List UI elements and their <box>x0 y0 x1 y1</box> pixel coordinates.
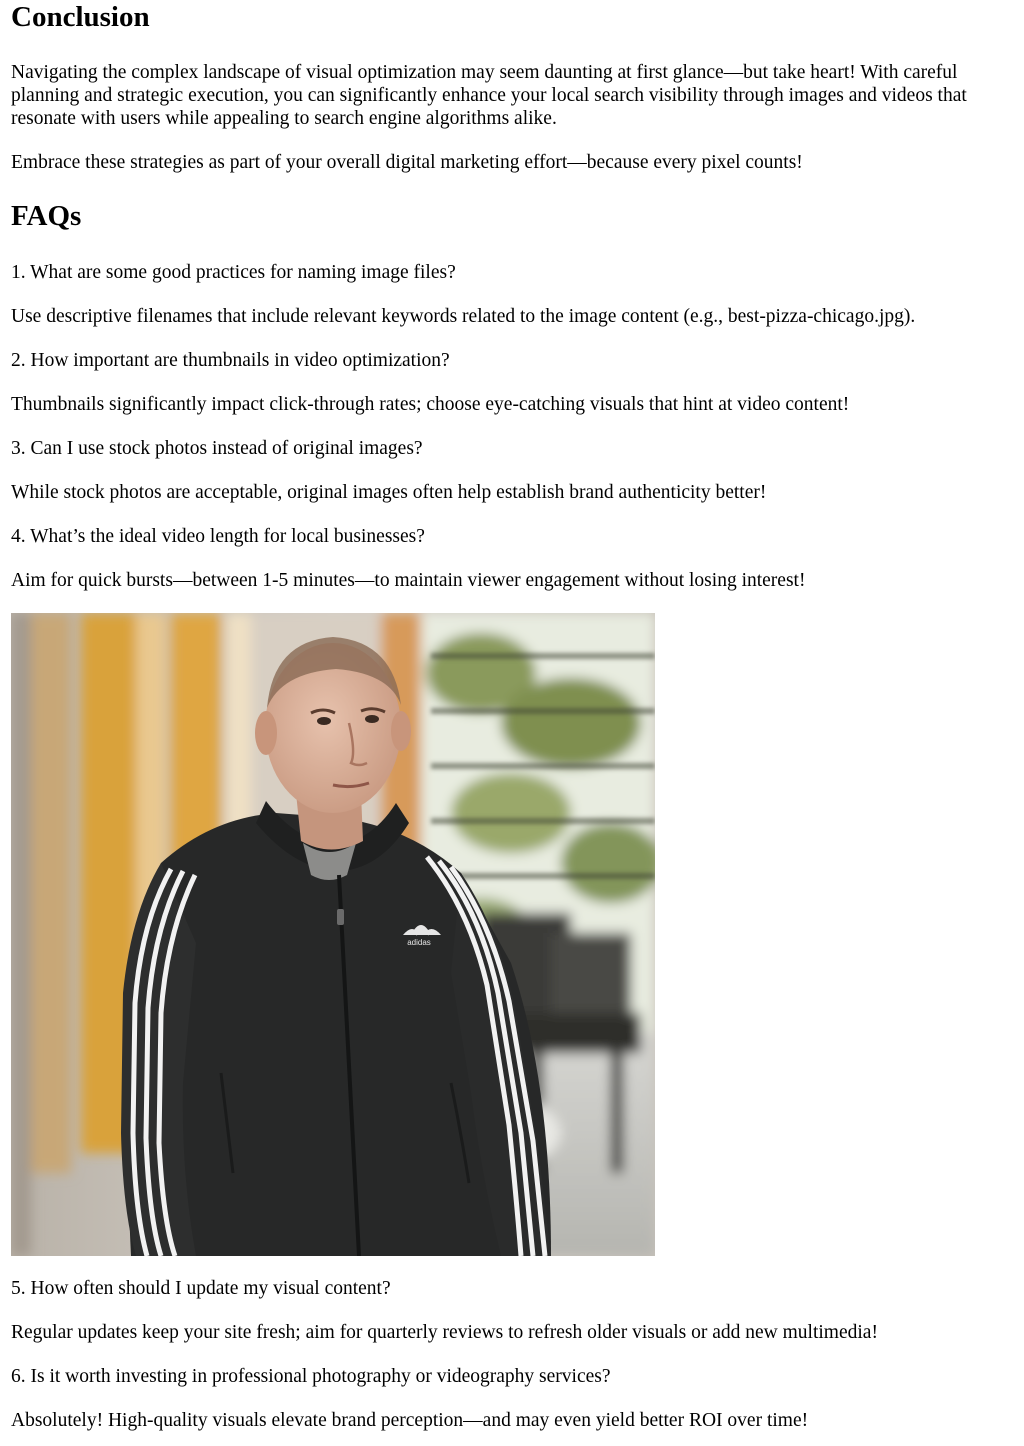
faq-question: 3. Can I use stock photos instead of original images? <box>11 438 423 459</box>
conclusion-closing-paragraph: Embrace these strategies as part of your overall digital marketing effort—because every pixel counts! <box>11 152 803 173</box>
svg-text:adidas: adidas <box>407 938 431 947</box>
faq-answer: Use descriptive filenames that include relevant keywords related to the image content (e.g., best-pizza-chicago.jpg). <box>11 306 916 327</box>
faq-question: 6. Is it worth investing in professional photography or videography services? <box>11 1366 611 1387</box>
faq-question: 2. How important are thumbnails in video optimization? <box>11 350 450 371</box>
faq-question: 4. What’s the ideal video length for local businesses? <box>11 526 425 547</box>
faq-answer: Aim for quick bursts—between 1-5 minutes—to maintain viewer engagement without losing interest! <box>11 570 806 591</box>
faq-question: 1. What are some good practices for naming image files? <box>11 262 456 283</box>
faq-answer: While stock photos are acceptable, original images often help establish brand authenticity better! <box>11 482 767 503</box>
faq-heading: FAQs <box>11 200 82 232</box>
faq-answer: Absolutely! High-quality visuals elevate brand perception—and may even yield better ROI over time! <box>11 1410 809 1431</box>
conclusion-paragraph: Navigating the complex landscape of visual optimization may seem daunting at first glance—but take heart! With careful planning and strategic execution, you can significantly enhance your local search visibility through images and videos that resonate with users while appealing to search engine algorithms alike. <box>11 62 967 129</box>
faq-answer: Thumbnails significantly impact click-through rates; choose eye-catching visuals that hint at video content! <box>11 394 850 415</box>
faq-answer: Regular updates keep your site fresh; aim for quarterly reviews to refresh older visuals or add new multimedia! <box>11 1322 878 1343</box>
faq-question: 5. How often should I update my visual content? <box>11 1278 391 1299</box>
portrait-photo <box>11 613 655 1256</box>
conclusion-heading: Conclusion <box>11 1 150 33</box>
